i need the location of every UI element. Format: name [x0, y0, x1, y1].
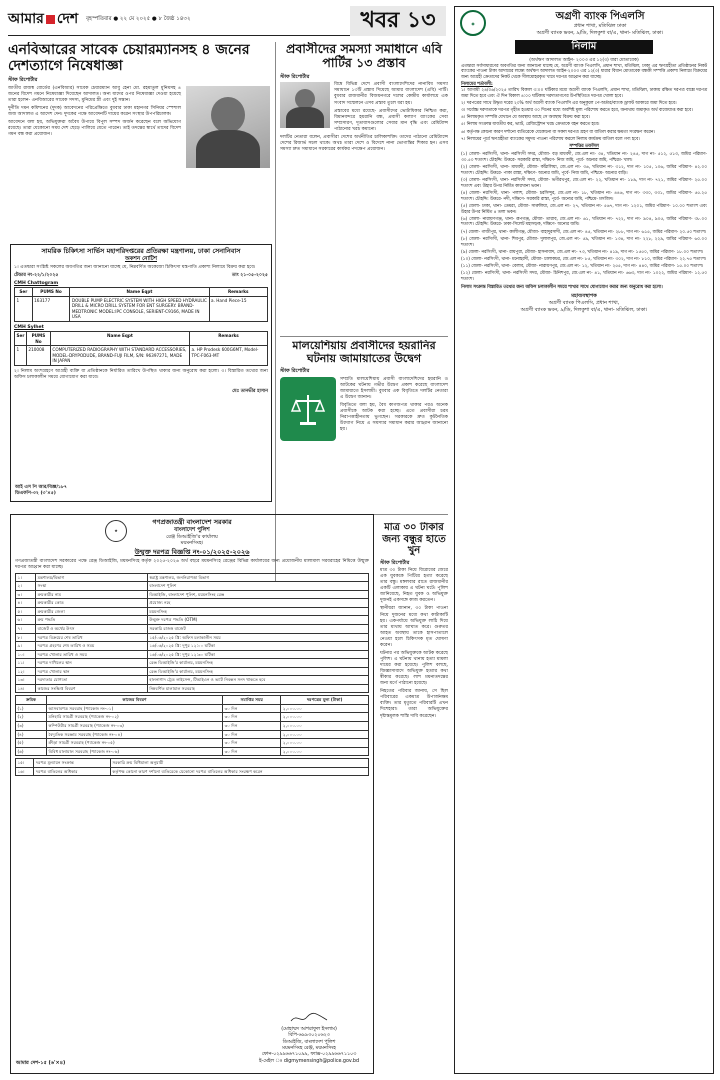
police-tender-title: উন্মুক্ত দরপত্র বিজ্ঞপ্তি নং-০১/২০২৫-২০২৬ — [134, 548, 250, 557]
story1-paragraph: দুর্নীতি দমন কমিশনের (দুদক) আবেদনের পরিপ্রেক্ষিতে বুধবার ঢাকা মহানগর সিনিয়র স্পেশাল জজ আদালত এ আদেশ দেন। দুদকের পক্ষে আবেদনটি দায়ের করেন সংস্থার উপপরিচালক। — [8, 105, 181, 118]
story-nbr-travel-ban — [8, 42, 270, 237]
table-row — [16, 676, 369, 685]
story2-paragraph: প্রস্তাবের মধ্যে রয়েছে- প্রবাসীদের ভোটাধিকার নিশ্চিত করা, বিমানবন্দরে হয়রানি বন্ধ, প্রবাসী কল্যাণ ব্যাংকের সেবা সম্প্রসারণ, দূতাবাসগুলোর সেবার মান বৃদ্ধি এবং রেমিট্যান্স পাঠানোর খরচ কমানো। — [334, 108, 448, 132]
table-cell: 1 — [15, 346, 27, 366]
table-cell: ৪। — [16, 599, 36, 608]
story3-headline[interactable]: মালয়েশিয়ায় প্রবাসীদের হয়রানির ঘটনায় জামায়াতের উদ্বেগ — [292, 340, 436, 365]
table-cell: (৬) — [16, 747, 47, 756]
table-header-cell: Name Eqpt — [70, 288, 209, 297]
bank-schedule-item: (৯) জেলা- নরসিংদী, থানা- রায়পুরা, মৌজা- হাসনাবাদ, জে.এল নং- ৭৩, খতিয়ান নং- ৪১৯, দাগ নং- ১৫৫০, জমির পরিমাণ- ১৮.০০ শতাংশ। — [461, 249, 704, 255]
table-cell: কম্পিউটার সামগ্রী সরবরাহ (প্যাকেজ নং-০৩) — [47, 722, 223, 731]
table-cell: ক্রীড়া সামগ্রী সরবরাহ (প্যাকেজ নং-০৫) — [47, 739, 223, 748]
table-row — [16, 667, 369, 676]
table-cell: মনিহারি সামগ্রী সরবরাহ (প্যাকেজ নং-০২) — [47, 713, 223, 722]
table-cell: ২,০০০.০০ — [281, 704, 369, 713]
table-cell: দরপত্র গ্রহণের শেষ তারিখ ও সময় — [36, 642, 148, 651]
table-cell: ২,০০০.০০ — [281, 722, 369, 731]
table-cell: (৪) — [16, 730, 47, 739]
table-cell: সংস্থা — [36, 582, 148, 591]
table-header-cell: Ser — [15, 288, 33, 297]
scales-icon — [288, 389, 328, 429]
portrait-torso-shape — [196, 130, 260, 168]
table-cell: হালনাগাদ ট্রেড লাইসেন্স, টিআইএন ও ভ্যাট নিবন্ধন সনদ থাকতে হবে — [147, 676, 368, 685]
cmh-ref-number: টেন্ডার নং-২২/১/২০২৫ — [14, 273, 59, 279]
police-signer-id: বিপি-৬৯৯৩০২০৬২৩ — [288, 1033, 330, 1039]
story4-paragraph: স্থানীয়রা জানান, ৩০ টাকা পাওনা নিয়ে দুজনের মধ্যে কথা কাটাকাটি হয়। একপর্যায়ে অভিযুক্ত লাঠি দিয়ে তার মাথায় আঘাত করে। গুরুতর আহত অবস্থায় তাকে হাসপাতালে নেওয়া হলে চিকিৎসক মৃত ঘোষণা করেন। — [380, 606, 448, 648]
story3-paragraph: বিবৃতিতে বলা হয়, বৈধ কাগজপত্র থাকার পরও অনেক প্রবাসীকে আটক করা হচ্ছে। এতে প্রবাসীরা চরম নিরাপত্তাহীনতায় ভুগছেন। সরকারকে দ্রুত কূটনৈতিক উদ্যোগ নিয়ে এ সমস্যার সমাধান করার আহ্বান জানানো হয়। — [340, 403, 448, 433]
story1-paragraph: আবেদনে বলা হয়, অভিযুক্তরা অবৈধ উপায়ে বিপুল সম্পদ অর্জন করেছেন বলে অভিযোগ রয়েছে। তারা যেকোনো সময় দেশ ছেড়ে পালিয়ে যেতে পারেন। তাই তদন্তের স্বার্থে তাদের বিদেশ গমন বন্ধ করা প্রয়োজন। — [8, 120, 181, 138]
table-cell: ২। — [16, 582, 36, 591]
bank-intro: এতদ্বারা সর্বসাধারণের অবগতির জন্য জানানো যাচ্ছে যে, অগ্রণী ব্যাংক পিএলসি, প্রধান শাখা, মতিঝিল, ঢাকা এর ঋণগ্রহীতা প্রতিষ্ঠানের নিকট ব্যাংকের পাওনা টাকা আদায়ের লক্ষ্যে অর্থঋণ আদালত আইন-২০০৩ এর ১২(৩) ধারার বিধান মোতাবেক বন্ধকী সম্পত্তি প্রকাশ্য নিলামে বিক্রয়ের জন্য আগ্রহী ক্রেতাদের নিকট থেকে সীলমোহরকৃত খামে দরপত্র আহ্বান করা যাচ্ছে। — [461, 63, 707, 80]
table-cell: দরপত্র দাখিলের স্থান — [36, 659, 148, 668]
table-cell: ১০। — [16, 650, 36, 659]
table-row — [16, 767, 369, 776]
table-row — [16, 616, 369, 625]
cmh-table-2 — [14, 331, 268, 366]
table-cell: প্রযোজ্য নহে — [147, 599, 368, 608]
bank-condition-item: ১। আগামী ২৪/০৬/২০২৫ তারিখ বিকাল ৩:০০ ঘটিকার মধ্যে অগ্রণী ব্যাংক পিএলসি, প্রধান শাখা, মতিঝিল, ঢাকায় রক্ষিত দরপত্র বাক্সে দরপত্র জমা দিতে হবে এবং ঐ দিন বিকাল ৪:০০ ঘটিকায় দরদাতাগণের উপস্থিতিতে দরপত্র খোলা হবে। — [461, 87, 707, 99]
table-row — [16, 684, 369, 693]
table-cell: ৭। — [16, 625, 36, 634]
cmh-ref-row — [14, 273, 268, 279]
logo-text-right: দেশ — [56, 11, 79, 27]
table-cell: ৩। — [16, 590, 36, 599]
table-cell: ক্রয়কারীর কোড — [36, 599, 148, 608]
table-header-cell: দরপত্রের মূল্য (টাকা) — [281, 696, 369, 705]
table-cell: রেঞ্জ ডিআইজি'র কার্যালয়, ময়মনসিংহ — [147, 659, 368, 668]
story2-paragraph: বিশ্বে বিভিন্ন দেশে প্রবাসী বাংলাদেশিদের নানাবিধ সমস্যা সমাধানে ১৩টি প্রস্তাব দিয়েছে আমার বাংলাদেশ (এবি) পার্টি। বুধবার রাজধানীর বিজয়নগরে দলের কেন্দ্রীয় কার্যালয়ে এক সংবাদ সম্মেলনে এসব প্রস্তাব তুলে ধরা হয়। — [334, 82, 448, 106]
section-divider — [280, 336, 448, 337]
table-row — [16, 633, 369, 642]
table-cell: a. Hand Piece-15 — [209, 296, 267, 321]
table-cell: ৮। — [16, 633, 36, 642]
police-footer: আমার দেশ-১৫ (৬'×৪) — [16, 1060, 66, 1067]
bank-schedule-list — [461, 152, 707, 283]
story4-body — [380, 568, 448, 720]
table-cell: ২,০০০.০০ — [281, 739, 369, 748]
table-cell: DOUBLE PUMP ELECTRIC SYSTEM WITH HIGH SPEED HYDRAULIC DRILL & MICRO DRILL SYSTEM FOR ENT SURGERY. BRAND- MEDTRONIC MODEL:IPC CONSOLE, SERIENT-C9166, MADE IN USA — [70, 296, 209, 321]
story2-paragraph: দলটির নেতারা বলেন, প্রবাসীরা দেশের অর্থনীতির চালিকাশক্তি। তাদের পাঠানো রেমিট্যান্সে দেশের রিজার্ভ সচল থাকে। অথচ তারা দেশে ও বিদেশে নানা ভোগান্তির শিকার হন। এসব সমস্যা দ্রুত সমাধানে সরকারের কার্যকর পদক্ষেপ প্রয়োজন। — [280, 134, 448, 152]
logo-text-left: আমার — [8, 11, 44, 27]
story-ab-party-proposals — [280, 42, 448, 332]
table-cell: ক্রয়কারীর জেলা — [36, 607, 148, 616]
signature-icon — [289, 1012, 329, 1024]
bank-branch: প্রধান শাখা, মতিঝিল ঢাকা — [573, 23, 627, 30]
table-header-row — [15, 332, 268, 346]
table-cell: ১৬/০৬/২০২৫ খ্রি: দুপুর ১২:০০ ঘটিকা — [147, 642, 368, 651]
cmh-unit-label: CMH Sylhet — [14, 324, 44, 330]
newspaper-logo[interactable] — [8, 10, 78, 28]
bank-schedule-item: (৩) জেলা- নরসিংদী, থানা- নরসিংদী সদর, মৌজা- ভগীরথপুর, জে.এল নং- ২২, খতিয়ান নং- ১৮৯, দাগ নং- ৭২১, জমির পরিমাণ- ২৫.০০ শতাংশ এবং উহার উপর নির্মিত কারখানা ভবন। — [461, 178, 707, 189]
table-cell: বাংলাদেশ পুলিশ — [147, 582, 368, 591]
cmh-notice-title: সামরিক চিকিৎসা সার্ভিস মহাপরিদপ্তরের প্রতিরক্ষা মন্ত্রণালয়, ঢাকা সেনানিবাস — [41, 247, 241, 255]
table-row — [16, 599, 369, 608]
table-cell: ৩০ দিন — [223, 730, 281, 739]
cmh-footer-line: আই এস পি আর/বিজ্ঞ/১৮৭ — [15, 484, 67, 490]
table-cell: ১২। — [16, 667, 36, 676]
table-cell: ৩০ দিন — [223, 704, 281, 713]
table-cell: রেঞ্জ ডিআইজি'র কার্যালয়, ময়মনসিংহ — [147, 667, 368, 676]
table-header-row — [15, 288, 268, 297]
bank-header — [455, 7, 713, 38]
police-dept: বাংলাদেশ পুলিশ — [174, 526, 210, 533]
table-cell: দরদাতার যোগ্যতা — [36, 676, 148, 685]
police-signature-block — [259, 1012, 359, 1065]
table-cell: উন্মুক্ত দরপত্র পদ্ধতি (OTM) — [147, 616, 368, 625]
table-header-cell: PUMS No — [26, 332, 50, 346]
bank-schedule-item: (১০) জেলা- নরসিংদী, থানা- মনোহরদী, মৌজা- চালাকচর, জে.এল নং- ৮৫, খতিয়ান নং- ৩০২, দাগ নং- ৮১০, জমির পরিমাণ- ২২.৭৫ শতাংশ। — [461, 256, 707, 262]
story4-paragraph: নিহতের পরিবার জানায়, সে ছিল পরিবারের একমাত্র উপার্জনক্ষম ব্যক্তি। তার মৃত্যুতে পরিবারটি এখন দিশেহারা। তারা অভিযুক্তের দৃষ্টান্তমূলক শাস্তি দাবি করেছেন। — [380, 689, 448, 719]
table-row — [16, 650, 369, 659]
police-gov: গণপ্রজাতন্ত্রী বাংলাদেশ সরকার — [152, 518, 232, 526]
bank-schedule-item: (১২) জেলা- নরসিংদী, থানা- নরসিংদী সদর, মৌজা- চিনিশপুর, জে.এল নং- ৪১, খতিয়ান নং- ৬৬৩, দাগ নং- ১০২২, জমির পরিমাণ- ১২.৫০ শতাংশ। — [461, 271, 707, 283]
table-row — [16, 739, 369, 748]
story1-photo — [186, 86, 270, 168]
table-cell: ২,০০০.০০ — [281, 730, 369, 739]
bank-schedule-item: (৪) জেলা- নরসিংদী, থানা- পলাশ, মৌজা- চরসিন্দুর, জে.এল নং- ১৮, খতিয়ান নং- ৪৪৬, দাগ নং- ৩৩০, ৩৩১, জমির পরিমাণ- ৫৫.২৫ শতাংশ। চৌহদ্দি: উত্তরে- নদী, দক্ষিণে- সরকারি রাস্তা, পূর্বে- অন্যের জমি, পশ্চিমে- মসজিদ। — [461, 190, 707, 202]
bank-notice-body — [455, 56, 713, 316]
police-email[interactable]: ই-মেইল ঃ digmymensingh@police.gov.bd — [259, 1058, 359, 1064]
table-row — [16, 582, 369, 591]
bank-condition-item: ৭। নিলামের পূর্বে ঋণগ্রহীতা ব্যাংকের সমুদয় পাওনা পরিশোধ করলে নিলাম কার্যক্রম বাতিল বলে গণ্য হবে। — [461, 136, 640, 142]
story1-body — [8, 86, 270, 139]
police-intro: গণপ্রজাতন্ত্রী বাংলাদেশ সরকারের পক্ষে রেঞ্জ ডিআইজি, ময়মনসিংহ কর্তৃক ২০২৫-২০২৬ অর্থ বছরে ময়মনসিংহ রেঞ্জের বিভিন্ন কার্যালয়ের জন্য প্রয়োজনীয় মালামাল সরবরাহের নিমিত্তে উন্মুক্ত দরপত্র আহ্বান করা যাচ্ছে। — [15, 558, 369, 570]
table-cell: সরকারি রাজস্ব বাজেট — [147, 625, 368, 634]
government-seal-icon: ★ — [105, 520, 127, 542]
cmh-notice-intro: ১। এতদ্বারা সংশ্লিষ্ট সকলের অবগতির জন্য জানানো যাচ্ছে যে, নিম্নবর্ণিত অকেজো চিকিৎসা যন্ত্রপাতি প্রকাশ্য নিলামে বিক্রয় করা হবে। — [14, 265, 256, 271]
story1-byline: স্টাফ রিপোর্টার — [8, 77, 38, 84]
table-row — [16, 659, 369, 668]
table-cell: ১। — [16, 573, 36, 582]
table-row — [15, 296, 268, 321]
cmh-footer — [15, 485, 67, 497]
bank-schedule-item: (৭) জেলা- গাজীপুর, থানা- কালীগঞ্জ, মৌজা- বাহাদুরসাদী, জে.এল নং- ৪৫, খতিয়ান নং- ২৮৮, দাগ নং- ৬১৫, জমির পরিমাণ- ২০.৫০ শতাংশ। — [461, 229, 707, 235]
table-cell: ৬। — [16, 616, 36, 625]
table-row — [16, 713, 369, 722]
table-cell: আসবাবপত্র সরবরাহ (প্যাকেজ নং-০১) — [47, 704, 223, 713]
bank-schedule-item: (১) জেলা- নরসিংদী, থানা- নরসিংদী সদর, মৌজা- বড় মাধবদী, জে.এল নং- ৩৪, খতিয়ান নং- ২৪৫, দাগ নং- ৫১২, ৫১৩, জমির পরিমাণ- ৩০.৫০ শতাংশ। চৌহদ্দি: উত্তরে- সরকারি রাস্তা, দক্ষিণে- নিজ জমি, পূর্বে- অন্যের জমি, পশ্চিমে- খাল। — [461, 152, 707, 163]
table-row — [16, 704, 369, 713]
table-cell: মন্ত্রণালয়/বিভাগ — [36, 573, 148, 582]
table-cell: দরপত্র বাতিলের অধিকার — [34, 767, 111, 776]
cmh-ref-date: তাং ২১-০৫-২০২৫ — [231, 273, 268, 279]
police-signer-office: ময়মনসিংহ রেঞ্জ, ময়মনসিংহ — [282, 1046, 336, 1052]
bank-condition-item: ৩। সর্বোচ্চ দরদাতাকে দরপত্র গৃহীত হওয়ার ৩০ দিনের মধ্যে অবশিষ্ট মূল্য পরিশোধ করতে হবে, অন্যথায় জমাকৃত অর্থ বাজেয়াপ্ত করা হবে। — [461, 107, 693, 113]
story1-paragraph: জাতীয় রাজস্ব বোর্ডের (এনবিআর) সাবেক চেয়ারম্যান আবু হেনা মো. রহমাতুল মুনিমসহ ৪ জনের বিদেশ গমনে নিষেধাজ্ঞা দিয়েছেন আদালত। অন্য যাদের ওপর নিষেধাজ্ঞা দেওয়া হয়েছে তারা হলেন- এনবিআরের সাবেক সদস্য, মুনিমের স্ত্রী এবং দুই সন্তান। — [8, 85, 181, 103]
agrani-bank-auction-notice — [454, 6, 714, 1074]
table-cell: (৩) — [16, 722, 47, 731]
table-row — [16, 759, 369, 768]
table-row — [16, 730, 369, 739]
police-tail-table — [15, 758, 369, 776]
story4-paragraph: মাত্র ৩০ টাকা নিয়ে বিরোধের জেরে এক যুবককে পিটিয়ে হত্যা করেছে তার বন্ধু। মঙ্গলবার রাতে রাজধানীর একটি এলাকায় এ ঘটনা ঘটে। পুলিশ জানিয়েছে, নিহত যুবক ও অভিযুক্ত দুজনই একসঙ্গে কাজ করতেন। — [380, 568, 448, 604]
bank-schedule-item: (১১) জেলা- নরসিংদী, থানা- বেলাব, মৌজা- নারায়ণপুর, জে.এল নং- ১২, খতিয়ান নং- ২৫৫, দাগ নং- ৪৪০, জমির পরিমাণ- ১৫.০০ শতাংশ। — [461, 264, 704, 270]
table-cell: ১১। — [16, 659, 36, 668]
table-row — [16, 590, 369, 599]
masthead — [8, 6, 446, 36]
table-cell: ক্রয় পদ্ধতি — [36, 616, 148, 625]
table-cell: ৩০ দিন — [223, 747, 281, 756]
story3-paragraph: সম্প্রতি মালয়েশিয়ায় প্রবাসী বাংলাদেশিদের হয়রানি ও আটকের ঘটনায় গভীর উদ্বেগ প্রকাশ করেছে বাংলাদেশ জামায়াতে ইসলামী। বুধবার এক বিবৃতিতে দলটির নেতারা এ উদ্বেগ জানান। — [340, 376, 448, 401]
bank-notice-title: নিলাম — [515, 40, 653, 53]
portrait-head-shape — [211, 97, 245, 133]
bank-condition-item: ২। দরপত্রের সাথে উদ্ধৃত দরের ২০% অর্থ অগ্রণী ব্যাংক পিএলসি এর অনুকূলে পে-অর্ডার/ব্যাংক ড্রাফট আকারে জমা দিতে হবে। — [461, 100, 677, 106]
table-cell: ৩০ দিন — [223, 722, 281, 731]
bank-conditions-list — [461, 88, 707, 143]
bank-conditions-title: নিলামের শর্তাবলী: — [461, 82, 493, 88]
police-notice-header — [15, 518, 369, 557]
table-cell: কর্তৃপক্ষ কোনো কারণ দর্শানো ব্যতিরেকে যেকোনো দরপত্র বাতিলের অধিকার সংরক্ষণ করেন — [110, 767, 368, 776]
table-header-cell: সমাপ্তির সময় — [223, 696, 281, 705]
table-cell: ২,০০০.০০ — [281, 747, 369, 756]
police-office: রেঞ্জ ডিআইজি'র কার্যালয় — [166, 533, 218, 540]
table-cell: সরকারি ক্রয় বিধিমালা অনুযায়ী — [110, 759, 368, 768]
table-header-cell: ক্রমিক — [16, 696, 47, 705]
story4-paragraph: ঘটনার পর অভিযুক্তকে আটক করেছে পুলিশ। এ ঘটনায় থানায় হত্যা মামলা দায়ের করা হয়েছে। পুলিশ বলছে, জিজ্ঞাসাবাদে অভিযুক্ত হত্যার কথা স্বীকার করেছে। লাশ ময়নাতদন্তের জন্য মর্গে পাঠানো হয়েছে। — [380, 650, 448, 687]
table-header-row — [16, 696, 369, 705]
table-cell: দরপত্র খোলার তারিখ ও সময় — [36, 650, 148, 659]
cmh-footer-line: ডিএফপি-৩২ (৩'×৫) — [15, 490, 56, 496]
bank-address: অগ্রণী ব্যাংক ভবন, ৯/ডি, দিলকুশা বা/এ, থানা- মতিঝিল, ঢাকা। — [536, 29, 664, 36]
bank-condition-item: ৬। কর্তৃপক্ষ কোনো কারণ দর্শানো ব্যতিরেকে যেকোনো বা সকল দরপত্র গ্রহণ বা বাতিল করার ক্ষমতা সংরক্ষণ করেন। — [461, 129, 655, 135]
bank-schedule-item: (২) জেলা- নরসিংদী, থানা- মাধবদী, মৌজা- কাঁঠালিয়া, জে.এল নং- ৩৬, খতিয়ান নং- ৩১২, দাগ নং- ১০৫, ১০৬, জমির পরিমাণ- ৪২.০০ শতাংশ। চৌহদ্দি: উত্তরে- পাকা রাস্তা, দক্ষিণে- অন্যের জমি, পূর্বে- নিজ জমি, পশ্চিমে- অন্যের বাড়ি। — [461, 165, 707, 176]
bank-title-block — [492, 10, 708, 36]
table-header-cell: Ser — [15, 332, 27, 346]
table-cell: (২) — [16, 713, 47, 722]
table-header-cell: PUMS No — [32, 288, 70, 297]
cmh-table-1 — [14, 287, 268, 322]
table-cell: 163177 — [32, 296, 70, 321]
bank-footnote: নিলাম সংক্রান্ত বিস্তারিত তথ্যের জন্য অফিস চলাকালীন সময়ে শাখার সাথে যোগাযোগ করার জন্য অনুরোধ করা হলো। — [461, 284, 663, 290]
portrait-head-shape — [295, 89, 315, 109]
table-cell: ১৫/০৬/২০২৫ খ্রি: অফিস চলাকালীন সময় — [147, 633, 368, 642]
table-cell: দরপত্র খোলার স্থান — [36, 667, 148, 676]
story2-photo — [280, 82, 330, 128]
table-cell: ৩০ দিন — [223, 713, 281, 722]
bank-condition-item: ৪। নিলামকৃত সম্পত্তি যেখানে যে অবস্থায় আছে সে অবস্থায় বিক্রয় করা হবে। — [461, 115, 590, 121]
police-contact: ফোন-০২৯৯৬৬৭১০৯৯, ফ্যাক্স-০২৯৯৬৬৭১১০৩ — [261, 1052, 357, 1058]
table-header-cell: Remarks — [209, 288, 267, 297]
table-cell: ১৫। — [16, 759, 34, 768]
table-cell: ডিআইজি, বাংলাদেশ পুলিশ, ময়মনসিংহ রেঞ্জ — [147, 590, 368, 599]
bank-schedule-item: (৬) জেলা- নারায়ণগঞ্জ, থানা- রূপগঞ্জ, মৌজা- তারাব, জে.এল নং- ৬১, খতিয়ান নং- ৭২২, দাগ নং- ৯০৪, ৯০৫, জমির পরিমাণ- ৩৮.০০ শতাংশ। চৌহদ্দি: উত্তরে- ঢাকা-সিলেট মহাসড়ক, দক্ষিণে- অন্যের জমি। — [461, 216, 707, 228]
logo-square-icon — [46, 15, 55, 24]
dateline: বৃহস্পতিবার ● ২২ মে ২০২৫ ● ৮ জৈষ্ঠ ১৪৩২ — [86, 16, 191, 22]
table-cell: ময়মনসিংহ — [147, 607, 368, 616]
table-cell: ১৬/০৬/২০২৫ খ্রি: দুপুর ১২:৩০ ঘটিকা — [147, 650, 368, 659]
table-cell: 210008 — [26, 346, 50, 366]
table-cell: ১৩। — [16, 676, 36, 685]
story2-headline[interactable]: প্রবাসীদের সমস্যা সমাধানে এবি পার্টির ১৩ প্রস্তাব — [286, 42, 442, 71]
table-header-cell: কাজের বিবরণ — [47, 696, 223, 705]
cmh-auction-notice — [10, 244, 272, 502]
table-cell: বাজেট ও অর্থের উৎস — [36, 625, 148, 634]
police-items-table — [15, 695, 369, 756]
bank-schedule-item: (৫) জেলা- ঢাকা, থানা- ডেমরা, মৌজা- সারুলিয়া, জে.এল নং- ২৭, খতিয়ান নং- ৫৬৭, দাগ নং- ১২০১, জমির পরিমাণ- ১০.০০ শতাংশ এবং উহার উপর নির্মিত ৪ তলা ভবন। — [461, 203, 707, 215]
portrait-torso-shape — [286, 107, 324, 128]
bank-logo-icon: ◉ — [460, 10, 486, 36]
police-city: ময়মনসিংহ। — [180, 540, 204, 547]
table-header-cell: Remarks — [190, 332, 268, 346]
story4-byline: স্টাফ রিপোর্টার — [380, 559, 410, 566]
bank-name: অগ্রণী ব্যাংক পিএলসি — [555, 11, 645, 22]
bank-signer-address: অগ্রণী ব্যাংক ভবন, ৯/ডি, দিলকুশা বা/এ, থানা- মতিঝিল, ঢাকা। — [520, 306, 648, 313]
table-cell: ক্রয়কারীর নাম — [36, 590, 148, 599]
table-row — [16, 607, 369, 616]
table-cell: ১৪। — [16, 684, 36, 693]
bank-condition-item: ৫। নিলাম সংক্রান্ত যাবতীয় কর, ভ্যাট, রেজিস্ট্রেশন খরচ ক্রেতাকে বহন করতে হবে। — [461, 122, 600, 128]
table-row — [15, 346, 268, 366]
bank-signer-office: অগ্রণী ব্যাংক পিএলসি, প্রধান শাখা, — [548, 300, 620, 307]
cmh-unit-label: CMH Chattogram — [14, 281, 59, 287]
table-cell: a. HP Prodesk 600G6MT, Model-TPC-F063-MT — [190, 346, 268, 366]
table-row — [16, 642, 369, 651]
table-cell: ২,০০০.০০ — [281, 713, 369, 722]
table-row — [16, 625, 369, 634]
table-cell: (৫) — [16, 739, 47, 748]
table-row — [16, 573, 369, 582]
column-divider — [275, 42, 276, 582]
story-malaysia-harassment — [280, 340, 448, 512]
bank-signer: মহাব্যবস্থাপক — [571, 293, 597, 300]
table-cell: দরপত্র বিক্রয়ের শেষ তারিখ — [36, 633, 148, 642]
story3-body — [280, 377, 448, 434]
party-logo-icon — [280, 377, 336, 441]
story3-byline: স্টাফ রিপোর্টার — [280, 368, 310, 375]
table-cell: নিম্নবর্ণিত মালামাল সরবরাহ — [147, 684, 368, 693]
police-signer-title: ডিআইজি, বাংলাদেশ পুলিশ — [282, 1039, 336, 1045]
bank-schedule-item: (৮) জেলা- নরসিংদী, থানা- শিবপুর, মৌজা- দুলালপুর, জে.এল নং- ৫৯, খতিয়ান নং- ১৩৪, দাগ নং- ২২৮, ২২৯, জমির পরিমাণ- ৬০.০০ শতাংশ। — [461, 236, 707, 248]
story-murder-30-taka — [380, 522, 448, 1074]
bank-signature-block — [461, 293, 707, 313]
cmh-signer: মেঃ তানভীর হাসান — [232, 388, 268, 394]
cmh-notes: ২। নিলাম অংশগ্রহণে আগ্রহী ব্যক্তি বা প্রতিষ্ঠানকে নির্ধারিত তারিখে উপস্থিত থাকার জন্য অনুরোধ করা হলো। ৩। বিস্তারিত তথ্যের জন্য অফিস চলাকালীন সময়ে যোগাযোগ করা যাবে। — [14, 368, 268, 380]
table-row — [16, 747, 369, 756]
table-cell: বিবিধ মালামাল সরবরাহ (প্যাকেজ নং-০৬) — [47, 747, 223, 756]
table-cell: 1 — [15, 296, 33, 321]
police-signer-name: (মোহাম্মদ আশরাফুল ইসলাম) — [281, 1027, 337, 1033]
police-tender-notice — [10, 514, 374, 1074]
table-cell: ৩০ দিন — [223, 739, 281, 748]
table-cell: স্বরাষ্ট্র মন্ত্রণালয়, জননিরাপত্তা বিভাগ — [147, 573, 368, 582]
table-cell: ৫। — [16, 607, 36, 616]
table-cell: কাজের সংক্ষিপ্ত বিবরণ — [36, 684, 148, 693]
cmh-notice-subtitle: অকশন নোটিশ — [125, 255, 157, 262]
table-cell: ১৬। — [16, 767, 34, 776]
table-cell: ৯। — [16, 642, 36, 651]
story2-byline: স্টাফ রিপোর্টার — [280, 73, 310, 80]
table-cell: দরপত্র মূল্যায়ন সংক্রান্ত — [34, 759, 111, 768]
table-cell: বৈদ্যুতিক সরঞ্জাম সরবরাহ (প্যাকেজ নং-০৪) — [47, 730, 223, 739]
page-label: খবর ১৩ — [350, 6, 446, 36]
police-info-table — [15, 573, 369, 694]
story4-headline[interactable]: মাত্র ৩০ টাকার জন্য বন্ধুর হাতে খুন — [382, 522, 446, 556]
table-cell: (১) — [16, 704, 47, 713]
story2-body — [280, 82, 448, 153]
table-header-cell: Name Eqpt — [50, 332, 189, 346]
bank-schedule-title: সম্পত্তির তফসিল — [569, 144, 599, 150]
table-cell: COMPUTERIZED RADIOGRAPHY WITH STANDARD ACCESSORIES, MODEL-DRYPODUDE, BRAND-FUJI FILM, S/N: 96397271, MADE IN JAPAN — [50, 346, 189, 366]
table-row — [16, 722, 369, 731]
bank-notice-subtitle: (অর্থঋণ আদালত আইন- ২০০৩ এর ১২(৩) ধারা মোতাবেক) — [529, 57, 639, 63]
story1-headline[interactable]: এনবিআরের সাবেক চেয়ারম্যানসহ ৪ জনের দেশত্যাগে নিষেধাজ্ঞা — [8, 42, 250, 75]
